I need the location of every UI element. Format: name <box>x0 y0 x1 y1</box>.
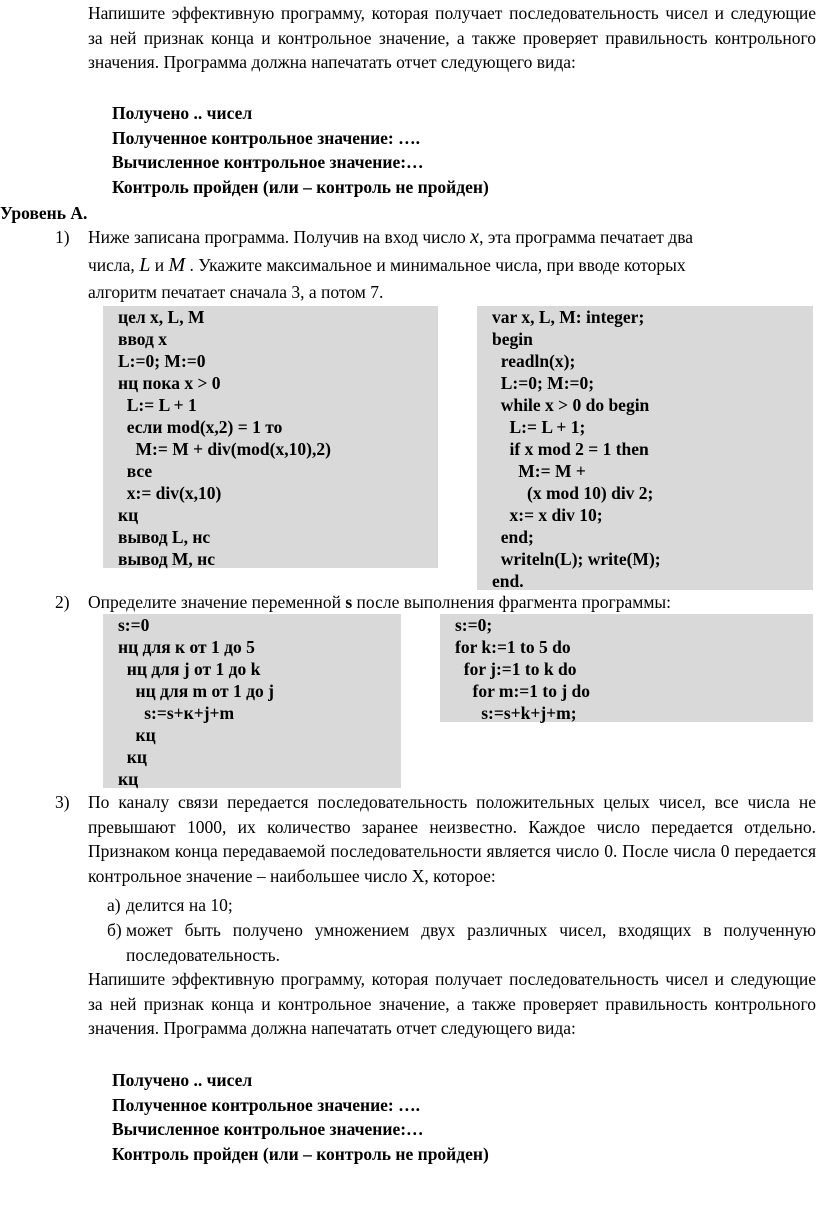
code-line: end. <box>492 571 524 591</box>
level-title: Уровень А. <box>0 203 88 223</box>
report-line: Контроль пройден (или – контроль не пройден) <box>112 176 489 197</box>
report-line: Контроль пройден (или – контроль не пройден) <box>112 1143 489 1164</box>
code-line: L:=0; M:=0 <box>118 351 206 371</box>
report-line: Получено .. чисел <box>112 1070 253 1090</box>
report-line: Полученное контрольное значение: …. <box>112 1094 421 1115</box>
sub-item-label: б) <box>107 920 122 940</box>
code-line: кц <box>118 769 139 789</box>
variable: s <box>345 592 353 612</box>
code-line: кц <box>118 505 139 525</box>
code-line: если mod(x,2) = 1 то <box>118 417 283 437</box>
code-line: x:= x div 10; <box>492 505 603 525</box>
code-line: кц <box>118 747 147 767</box>
sub-item-text: делится на 10; <box>126 895 233 915</box>
text-fragment: Определите значение переменной <box>88 592 341 612</box>
text-fragment: , эта программа печатает два <box>479 227 693 247</box>
report-line: Полученное контрольное значение: …. <box>112 127 421 148</box>
report-line: Получено .. чисел <box>112 103 253 123</box>
question-2-text <box>88 589 671 617</box>
code-line: ввод x <box>118 329 168 349</box>
code-block-algorithmic <box>103 306 438 568</box>
report-line: Вычисленное контрольное значение:… <box>112 1119 424 1139</box>
code-line: begin <box>492 329 533 349</box>
code-line: if x mod 2 = 1 then <box>492 439 649 459</box>
code-line: L:=0; M:=0; <box>492 373 595 393</box>
code-line: M:= M + div(mod(x,10),2) <box>118 439 331 459</box>
text-fragment: после выполнения фрагмента программы: <box>356 592 672 612</box>
question-1-text <box>88 224 693 307</box>
code-line: кц <box>118 725 156 745</box>
code-line: writeln(L); write(M); <box>492 549 661 569</box>
code-line: for j:=1 to k do <box>455 659 577 679</box>
code-line: readln(x); <box>492 351 576 371</box>
code-line: for m:=1 to j do <box>455 681 591 701</box>
code-line: (x mod 10) div 2; <box>492 483 654 503</box>
question-3-text: По каналу связи передается последовательность положительных целых чисел, все числа не превышают 1000, их количество заранее неизвестно. Каждое число передается отдельно. Признаком конца передаваемой последовательности является число 0. После числа 0 передается контрольное значение – наибольшее число X, которое: <box>88 792 816 886</box>
code-line: s:=s+к+j+m <box>118 703 235 723</box>
question-number: 3) <box>55 792 70 812</box>
code-line: s:=s+k+j+m; <box>455 703 577 723</box>
code-line: while x > 0 do begin <box>492 395 650 415</box>
code-line: end; <box>492 527 534 547</box>
variable: M <box>168 253 186 276</box>
question-3-paragraph-2: Напишите эффективную программу, которая получает последовательность чисел и следующие за ней признак конца и контрольное значение, а также проверяет правильность контрольного значения. Программа должна напечатать отчет следующего вида: <box>88 969 816 1038</box>
code-line: var x, L, M: integer; <box>492 307 645 327</box>
variable: x <box>470 226 480 248</box>
text-fragment: Ниже записана программа. Получив на вход число <box>88 227 466 247</box>
code-line: M:= M + <box>492 461 586 481</box>
code-block-algorithmic <box>103 614 401 788</box>
code-line: s:=0; <box>455 615 493 635</box>
code-block-pascal <box>440 614 813 722</box>
code-line: цел x, L, M <box>118 307 205 327</box>
text-fragment: и <box>154 254 165 275</box>
sub-item-text: может быть получено умножением двух различных чисел, входящих в полученную последовательность. <box>126 920 816 965</box>
code-line: x:= div(x,10) <box>118 483 222 503</box>
text-fragment: числа, <box>88 254 135 275</box>
code-line: for k:=1 to 5 do <box>455 637 571 657</box>
text-fragment: алгоритм печатает сначала 3, а потом 7. <box>88 282 384 302</box>
question-3-report <box>112 1068 489 1166</box>
code-line: L:= L + 1 <box>118 395 197 415</box>
code-line: L:= L + 1; <box>492 417 586 437</box>
code-line: нц для j от 1 до k <box>118 659 261 679</box>
sub-item-label: а) <box>107 895 121 915</box>
code-line: вывод M, нс <box>118 549 216 569</box>
report-line: Вычисленное контрольное значение:… <box>112 152 424 172</box>
code-block-pascal <box>477 306 813 590</box>
intro-paragraph: Напишите эффективную программу, которая получает последовательность чисел и следующие за ней признак конца и контрольное значение, а также проверяет правильность контрольного значения. Программа должна напечатать отчет следующего вида: <box>88 3 816 72</box>
code-line: вывод L, нс <box>118 527 211 547</box>
text-fragment: . Укажите максимальное и минимальное числа, при вводе которых <box>189 254 686 275</box>
question-number: 1) <box>55 227 70 247</box>
code-line: нц для m от 1 до j <box>118 681 274 701</box>
code-line: s:=0 <box>118 615 150 635</box>
question-number: 2) <box>55 592 70 612</box>
variable: L <box>139 253 151 276</box>
code-line: все <box>118 461 153 481</box>
intro-report <box>112 101 489 199</box>
code-line: нц для к от 1 до 5 <box>118 637 255 657</box>
code-line: нц пока x > 0 <box>118 373 221 393</box>
